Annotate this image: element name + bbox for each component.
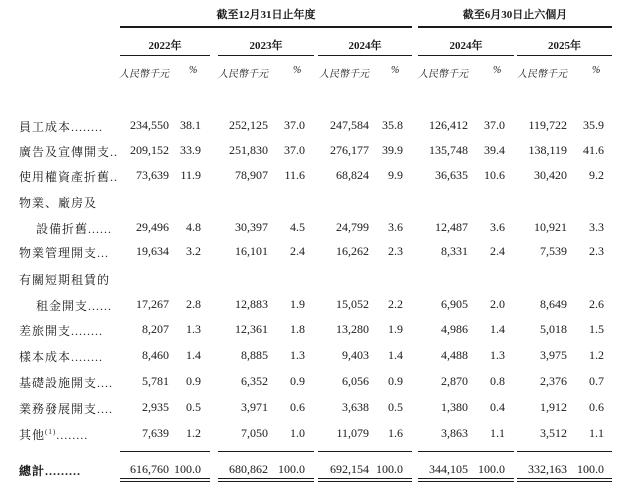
total-top-rule xyxy=(218,451,314,452)
row-label-text: 使用權資產折舊 xyxy=(19,170,111,184)
percent-cell: 100.0 xyxy=(278,462,305,476)
percent-cell: 0.7 xyxy=(589,374,604,388)
percent-cell: 0.8 xyxy=(490,374,505,388)
amount-cell: 6,905 xyxy=(441,297,468,311)
row-label xyxy=(36,220,112,237)
amount-cell: 19,634 xyxy=(136,244,169,258)
percent-cell: 37.0 xyxy=(284,118,305,132)
amount-cell: 16,101 xyxy=(235,244,268,258)
row-label xyxy=(19,271,110,288)
percent-cell: 1.4 xyxy=(388,348,403,362)
amount-cell: 4,986 xyxy=(441,322,468,336)
year-header: 2025年 xyxy=(548,40,581,52)
percent-cell: 1.0 xyxy=(290,426,305,440)
total-top-rule xyxy=(517,451,612,452)
unit-amount-label: 人民幣千元 xyxy=(319,69,369,80)
amount-cell: 36,635 xyxy=(435,168,468,182)
amount-cell: 680,862 xyxy=(229,462,268,476)
row-label-text: 業務發展開支 xyxy=(19,402,98,416)
amount-cell: 12,883 xyxy=(235,297,268,311)
percent-cell: 2.3 xyxy=(388,244,403,258)
percent-cell: 0.9 xyxy=(388,374,403,388)
year-header-rule xyxy=(218,55,314,56)
percent-cell: 2.0 xyxy=(490,297,505,311)
percent-cell: 10.6 xyxy=(484,168,505,182)
amount-cell: 30,397 xyxy=(235,220,268,234)
row-label-text: 樣本成本 xyxy=(19,350,72,364)
footnote-marker: (1) xyxy=(45,428,57,436)
amount-cell: 234,550 xyxy=(130,118,169,132)
amount-cell: 73,639 xyxy=(136,168,169,182)
percent-cell: 0.4 xyxy=(490,400,505,414)
leader-dots: ...... xyxy=(88,299,113,313)
leader-dots: .... xyxy=(97,402,114,416)
year-header: 2024年 xyxy=(348,40,382,52)
percent-cell: 38.1 xyxy=(180,118,201,132)
amount-cell: 9,403 xyxy=(342,348,369,362)
percent-cell: 1.9 xyxy=(290,297,305,311)
percent-cell: 41.6 xyxy=(583,143,604,157)
row-label-text: 租金開支 xyxy=(36,299,89,313)
year-header: 2024年 xyxy=(449,40,483,52)
unit-amount-label: 人民幣千元 xyxy=(218,69,268,80)
percent-cell: 39.9 xyxy=(382,143,403,157)
percent-cell: 100.0 xyxy=(577,462,604,476)
percent-cell: 35.9 xyxy=(583,118,604,132)
unit-amount-label: 人民幣千元 xyxy=(119,69,169,80)
total-double-underline xyxy=(318,478,412,482)
total-double-underline xyxy=(218,478,314,482)
amount-cell: 16,262 xyxy=(336,244,369,258)
year-header: 2022年 xyxy=(148,40,182,52)
percent-cell: 9.2 xyxy=(589,168,604,182)
year-header-rule xyxy=(517,55,612,56)
leader-dots: ... xyxy=(97,246,110,260)
row-label-text: 差旅開支 xyxy=(19,324,72,338)
year-header-rule xyxy=(120,55,210,56)
amount-cell: 119,722 xyxy=(528,118,567,132)
amount-cell: 126,412 xyxy=(429,118,468,132)
amount-cell: 692,154 xyxy=(330,462,369,476)
percent-cell: 1.2 xyxy=(589,348,604,362)
amount-cell: 8,885 xyxy=(241,348,268,362)
unit-percent-label: % xyxy=(189,65,198,76)
period-group-header: 截至12月31日止年度 xyxy=(216,9,316,21)
year-header-rule xyxy=(318,55,412,56)
year-header-rule xyxy=(418,55,514,56)
amount-cell: 1,380 xyxy=(441,400,468,414)
percent-cell: 1.1 xyxy=(490,426,505,440)
amount-cell: 332,163 xyxy=(528,462,567,476)
amount-cell: 29,496 xyxy=(136,220,169,234)
percent-cell: 1.2 xyxy=(186,426,201,440)
leader-dots: ........ xyxy=(71,120,104,134)
amount-cell: 3,863 xyxy=(441,426,468,440)
leader-dots: .. xyxy=(110,170,119,184)
amount-cell: 1,912 xyxy=(540,400,567,414)
amount-cell: 616,760 xyxy=(130,462,169,476)
row-label xyxy=(19,374,113,391)
total-double-underline xyxy=(517,478,612,482)
year-header: 2023年 xyxy=(249,40,283,52)
percent-cell: 9.9 xyxy=(388,168,403,182)
percent-cell: 0.6 xyxy=(589,400,604,414)
unit-amount-label: 人民幣千元 xyxy=(418,69,468,80)
percent-cell: 3.2 xyxy=(186,244,201,258)
percent-cell: 0.6 xyxy=(290,400,305,414)
unit-percent-label: % xyxy=(391,65,400,76)
amount-cell: 135,748 xyxy=(429,143,468,157)
row-label xyxy=(19,426,88,443)
percent-cell: 0.9 xyxy=(186,374,201,388)
percent-cell: 2.2 xyxy=(388,297,403,311)
row-label xyxy=(19,244,109,261)
row-label xyxy=(19,322,103,339)
total-top-rule xyxy=(318,451,412,452)
percent-cell: 1.5 xyxy=(589,322,604,336)
row-label xyxy=(19,400,113,417)
percent-cell: 33.9 xyxy=(180,143,201,157)
row-label xyxy=(36,297,112,314)
percent-cell: 2.4 xyxy=(490,244,505,258)
row-label xyxy=(19,348,103,365)
row-label xyxy=(19,143,118,160)
period-group-header: 截至6月30日止六個月 xyxy=(462,9,568,21)
amount-cell: 209,152 xyxy=(130,143,169,157)
leader-dots: .. xyxy=(110,145,119,159)
amount-cell: 2,870 xyxy=(441,374,468,388)
unit-percent-label: % xyxy=(293,65,302,76)
amount-cell: 6,056 xyxy=(342,374,369,388)
row-label-text: 員工成本 xyxy=(19,120,72,134)
percent-cell: 3.6 xyxy=(490,220,505,234)
percent-cell: 1.3 xyxy=(186,322,201,336)
leader-dots: ...... xyxy=(88,222,113,236)
percent-cell: 1.4 xyxy=(186,348,201,362)
leader-dots: ........ xyxy=(71,350,104,364)
percent-cell: 37.0 xyxy=(484,118,505,132)
total-double-underline xyxy=(120,478,210,482)
amount-cell: 8,207 xyxy=(142,322,169,336)
group-header-rule xyxy=(418,26,612,28)
amount-cell: 12,361 xyxy=(235,322,268,336)
amount-cell: 7,050 xyxy=(241,426,268,440)
percent-cell: 35.8 xyxy=(382,118,403,132)
amount-cell: 10,921 xyxy=(534,220,567,234)
row-label-text: 基礎設施開支 xyxy=(19,376,98,390)
amount-cell: 78,907 xyxy=(235,168,268,182)
amount-cell: 15,052 xyxy=(336,297,369,311)
percent-cell: 3.6 xyxy=(388,220,403,234)
amount-cell: 11,079 xyxy=(336,426,369,440)
amount-cell: 13,280 xyxy=(336,322,369,336)
amount-cell: 4,488 xyxy=(441,348,468,362)
amount-cell: 8,331 xyxy=(441,244,468,258)
amount-cell: 30,420 xyxy=(534,168,567,182)
amount-cell: 24,799 xyxy=(336,220,369,234)
amount-cell: 3,512 xyxy=(540,426,567,440)
amount-cell: 5,018 xyxy=(540,322,567,336)
percent-cell: 1.8 xyxy=(290,322,305,336)
amount-cell: 7,539 xyxy=(540,244,567,258)
percent-cell: 0.5 xyxy=(388,400,403,414)
percent-cell: 39.4 xyxy=(484,143,505,157)
amount-cell: 3,975 xyxy=(540,348,567,362)
percent-cell: 1.3 xyxy=(290,348,305,362)
leader-dots: .... xyxy=(97,376,114,390)
percent-cell: 37.0 xyxy=(284,143,305,157)
amount-cell: 247,584 xyxy=(330,118,369,132)
amount-cell: 68,824 xyxy=(336,168,369,182)
amount-cell: 344,105 xyxy=(429,462,468,476)
percent-cell: 2.6 xyxy=(589,297,604,311)
amount-cell: 138,119 xyxy=(528,143,567,157)
row-label-text: 有關短期租賃的 xyxy=(19,273,111,287)
amount-cell: 8,649 xyxy=(540,297,567,311)
amount-cell: 6,352 xyxy=(241,374,268,388)
row-label-text: 物業、廠房及 xyxy=(19,196,98,210)
amount-cell: 251,830 xyxy=(229,143,268,157)
amount-cell: 17,267 xyxy=(136,297,169,311)
total-top-rule xyxy=(418,451,514,452)
row-label xyxy=(19,194,97,211)
unit-amount-label: 人民幣千元 xyxy=(517,69,567,80)
total-top-rule xyxy=(120,451,210,452)
percent-cell: 2.3 xyxy=(589,244,604,258)
row-label xyxy=(19,462,81,479)
percent-cell: 1.9 xyxy=(388,322,403,336)
unit-percent-label: % xyxy=(592,65,601,76)
percent-cell: 100.0 xyxy=(174,462,201,476)
amount-cell: 2,376 xyxy=(540,374,567,388)
row-label-text: 廣告及宣傳開支 xyxy=(19,145,111,159)
percent-cell: 2.4 xyxy=(290,244,305,258)
percent-cell: 0.5 xyxy=(186,400,201,414)
row-label xyxy=(19,118,103,135)
percent-cell: 4.8 xyxy=(186,220,201,234)
percent-cell: 3.3 xyxy=(589,220,604,234)
amount-cell: 8,460 xyxy=(142,348,169,362)
percent-cell: 2.8 xyxy=(186,297,201,311)
percent-cell: 100.0 xyxy=(478,462,505,476)
amount-cell: 3,638 xyxy=(342,400,369,414)
percent-cell: 4.5 xyxy=(290,220,305,234)
percent-cell: 1.4 xyxy=(490,322,505,336)
row-label-text: 其他 xyxy=(19,428,46,442)
amount-cell: 276,177 xyxy=(330,143,369,157)
percent-cell: 100.0 xyxy=(376,462,403,476)
leader-dots: ........ xyxy=(71,324,104,338)
total-double-underline xyxy=(418,478,514,482)
amount-cell: 5,781 xyxy=(142,374,169,388)
amount-cell: 3,971 xyxy=(241,400,268,414)
row-label-text: 總計 xyxy=(19,464,46,478)
row-label xyxy=(19,168,118,185)
amount-cell: 2,935 xyxy=(142,400,169,414)
percent-cell: 1.1 xyxy=(589,426,604,440)
unit-percent-label: % xyxy=(493,65,502,76)
percent-cell: 11.9 xyxy=(180,168,201,182)
amount-cell: 12,487 xyxy=(435,220,468,234)
leader-dots: ........ xyxy=(56,428,89,442)
leader-dots: ......... xyxy=(45,464,82,478)
row-label-text: 物業管理開支 xyxy=(19,246,98,260)
amount-cell: 7,639 xyxy=(142,426,169,440)
percent-cell: 11.6 xyxy=(284,168,305,182)
row-label-text: 設備折舊 xyxy=(36,222,89,236)
percent-cell: 1.6 xyxy=(388,426,403,440)
percent-cell: 0.9 xyxy=(290,374,305,388)
percent-cell: 1.3 xyxy=(490,348,505,362)
group-header-rule xyxy=(120,26,412,28)
amount-cell: 252,125 xyxy=(229,118,268,132)
